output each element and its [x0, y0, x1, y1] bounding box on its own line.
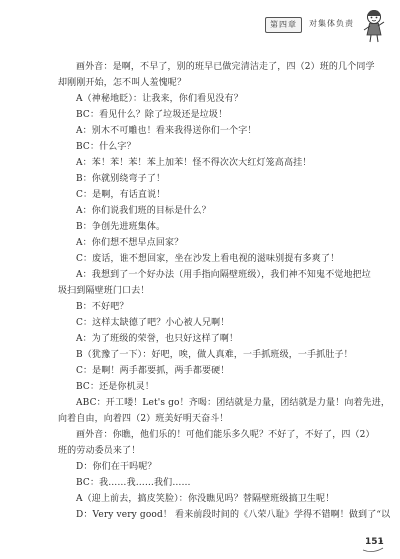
text-line: A：苯！苯！苯！苯上加苯！怪不得次次大红灯笼高高挂！ [76, 158, 312, 168]
text-line: A：我想到了一个好办法（用手指向隔壁班级），我们神不知鬼不觉地把垃 [76, 270, 371, 280]
cartoon-girl-icon [361, 8, 387, 44]
text-line: C：废话，谁不想回家，坐在沙发上看电视的滋味别提有多爽了！ [76, 254, 340, 264]
text-line: A：为了班级的荣誉，也只好这样了啊！ [76, 334, 239, 344]
text-line: BC：看见什么？除了垃圾还是垃圾！ [76, 110, 228, 120]
chapter-title: 对集体负责 [309, 19, 354, 28]
text-line: A（迎上前去，搞皮笑脸）：你没瞧见吗？替隔壁班级搞卫生呢！ [76, 494, 335, 504]
text-line: 画外音：是啊，不早了，别的班早已做完清洁走了，四（2）班的几个同学 [76, 62, 375, 72]
text-line: 班的劳动委员来了！ [58, 446, 141, 456]
text-line: 圾扫到隔壁班门口去！ [58, 286, 150, 296]
text-line: C：是啊！两手都要抓，两手都要硬！ [76, 366, 230, 376]
body-text [58, 59, 391, 523]
text-line: ABC：开工喽！Let's go！齐喝：团结就是力量，团结就是力量！向着先进， [76, 398, 391, 408]
text-line: 向着自由，向着四（2）班美好明天奋斗！ [58, 414, 229, 424]
text-line: A：你们想不想早点回家？ [76, 238, 184, 248]
text-line: D：Very very good！ 看来前段时间的《八荣八耻》学得不错啊！做到了“以 [76, 510, 391, 520]
text-line: A：你们说我们班的目标是什么？ [76, 206, 211, 216]
text-line: B：争创先进班集体。 [76, 222, 166, 232]
text-line: C：是啊，有话直说！ [76, 190, 166, 200]
text-line: C：这样太缺德了吧？小心被人兄啊！ [76, 318, 230, 328]
text-line: D：你们在干吗呢？ [76, 462, 157, 472]
text-line: 画外音：你瞧，他们乐的！可他们能乐多久呢？不好了，不好了，四（2） [76, 430, 375, 440]
text-line: B：你就别绕弯子了！ [76, 174, 166, 184]
text-line: A（神秘地眨）：让我来，你们看见没有？ [76, 94, 243, 104]
text-line: A：别木不可雕也！看来我得送你们一个字！ [76, 126, 257, 136]
page-number-badge [362, 537, 384, 551]
text-line: BC：还是你机灵！ [76, 382, 155, 392]
text-line: BC：什么字？ [76, 142, 136, 152]
text-line: B：不好吧？ [76, 302, 129, 312]
text-line: 却刚刚开始，怎不叫人羞愧呢？ [58, 78, 187, 88]
running-header [265, 14, 385, 44]
chapter-badge: 第四章 [265, 17, 302, 33]
text-line: BC：我……我……我们…… [76, 478, 191, 488]
page-number: 151 [365, 537, 384, 547]
text-line: B（犹豫了一下）：好吧，唉，做人真难，一手抓班级，一手抓肚子！ [76, 350, 353, 360]
